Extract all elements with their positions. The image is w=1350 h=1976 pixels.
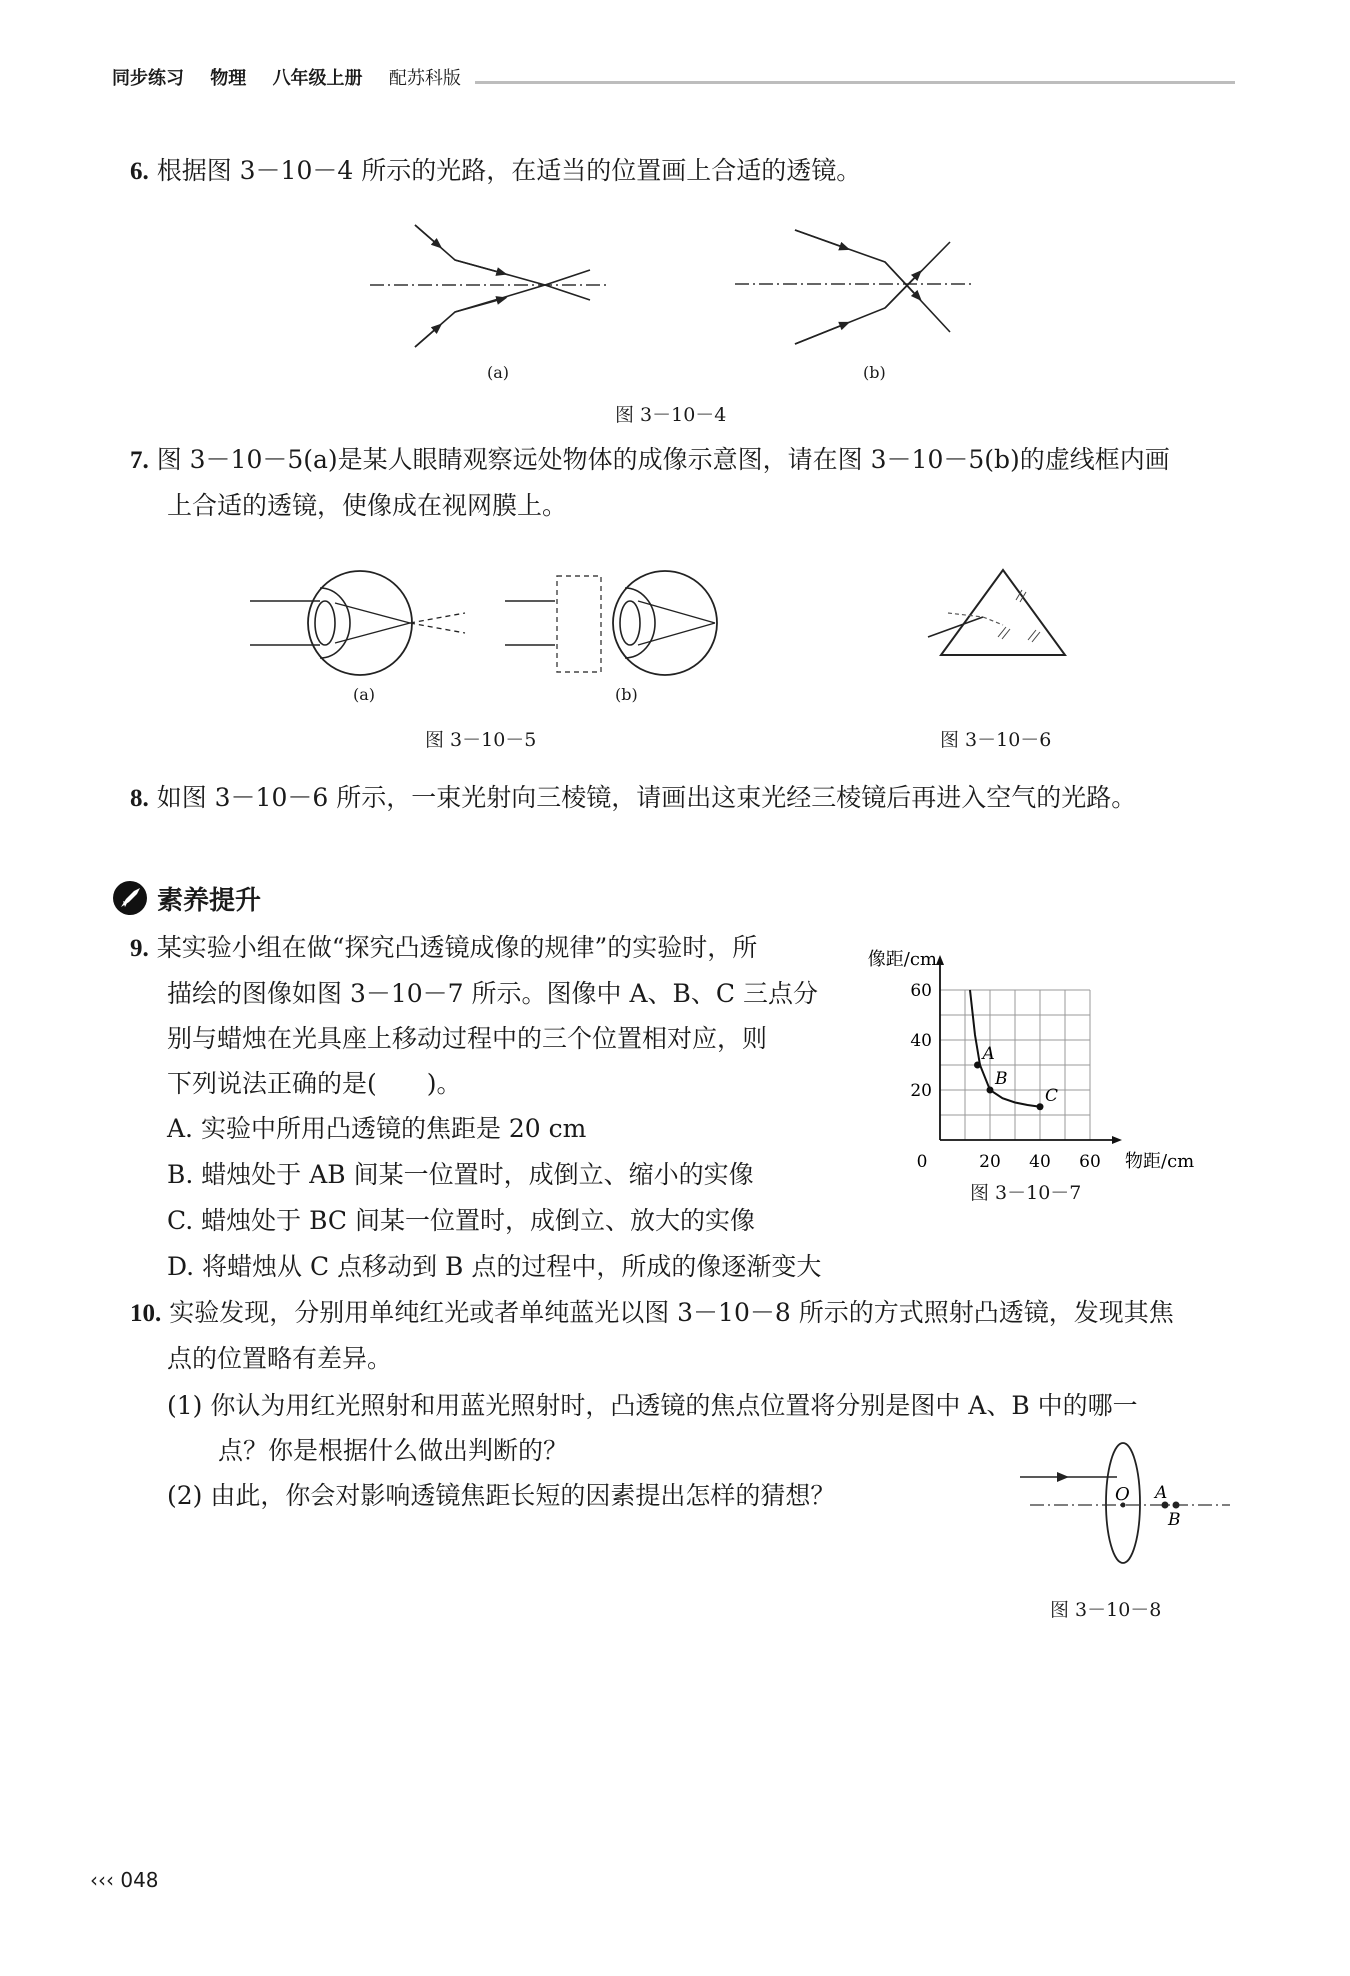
- point-a-label: A: [1155, 1483, 1168, 1503]
- figure-3-10-8-caption: 图 3－10－8: [1050, 1599, 1162, 1621]
- x-tick-label: 0: [916, 1152, 928, 1172]
- point-b: [987, 1087, 994, 1094]
- x-tick-label: 40: [1029, 1152, 1051, 1172]
- y-tick-label: 20: [910, 1081, 932, 1101]
- option-c: C. 蜡烛处于 BC 间某一位置时，成倒立、放大的实像: [167, 1206, 755, 1235]
- point-b-label: B: [995, 1069, 1008, 1089]
- x-tick-label: 20: [979, 1152, 1001, 1172]
- x-axis-label: 物距/cm: [1125, 1151, 1195, 1172]
- question-9-line-3: 别与蜡烛在光具座上移动过程中的三个位置相对应，则: [167, 1024, 768, 1053]
- question-7-number: 7.: [130, 447, 149, 474]
- figure-3-10-8: [1015, 1440, 1235, 1570]
- point-a-label: A: [982, 1044, 995, 1064]
- question-8: [130, 775, 1136, 821]
- figure-3-10-4a-label: (a): [487, 363, 510, 382]
- point-c-label: C: [1045, 1085, 1059, 1106]
- header-edition: 配苏科版: [388, 68, 461, 89]
- figure-3-10-6: [928, 565, 1073, 665]
- y-axis-label: 像距/cm: [867, 949, 937, 970]
- question-6-number: 6.: [130, 158, 149, 185]
- figure-3-10-5a-label: (a): [353, 685, 376, 704]
- header-subject: 物理: [210, 68, 247, 89]
- figure-3-10-7-chart: [855, 935, 1205, 1175]
- question-9-number: 9.: [130, 935, 149, 962]
- question-10-text-1: 实验发现，分别用单纯红光或者单纯蓝光以图 3－10－8 所示的方式照射凸透镜，发现其焦: [169, 1298, 1174, 1327]
- image-distance-curve: [970, 990, 1040, 1107]
- question-8-number: 8.: [130, 785, 149, 812]
- page-number: ‹‹‹ 048: [90, 1868, 159, 1892]
- question-7-line2: 上合适的透镜，使像成在视网膜上。: [167, 491, 568, 520]
- figure-3-10-7-caption: 图 3－10－7: [970, 1182, 1082, 1204]
- question-10-number: 10.: [130, 1300, 162, 1327]
- figure-3-10-4b: [735, 222, 985, 352]
- question-6-text: 根据图 3－10－4 所示的光路，在适当的位置画上合适的透镜。: [156, 156, 862, 185]
- question-9-line-2: 描绘的图像如图 3－10－7 所示。图像中 A、B、C 三点分: [167, 979, 818, 1008]
- figure-3-10-5b-label: (b): [615, 685, 638, 704]
- question-10-line2: 点的位置略有差异。: [167, 1344, 393, 1373]
- page-header: [112, 64, 481, 90]
- x-tick-label: 60: [1079, 1152, 1101, 1172]
- figure-3-10-6-caption: 图 3－10－6: [940, 729, 1052, 751]
- question-7-line1: [130, 437, 1170, 483]
- option-b: B. 蜡烛处于 AB 间某一位置时，成倒立、缩小的实像: [167, 1160, 754, 1189]
- question-8-text: 如图 3－10－6 所示，一束光射向三棱镜，请画出这束光经三棱镜后再进入空气的光路。: [156, 783, 1137, 812]
- rocket-icon: [112, 880, 148, 916]
- figure-3-10-4-caption: 图 3－10－4: [615, 404, 727, 426]
- question-9-line-1: 某实验小组在做“探究凸透镜成像的规律”的实验时，所: [156, 933, 758, 962]
- y-tick-label: 60: [910, 981, 932, 1001]
- y-tick-label: 40: [910, 1031, 932, 1051]
- question-10-line1: [130, 1290, 1174, 1336]
- question-6: [130, 148, 861, 194]
- figure-3-10-5b: [505, 568, 735, 678]
- point-b-label: B: [1168, 1510, 1181, 1530]
- option-d: D. 将蜡烛从 C 点移动到 B 点的过程中，所成的像逐渐变大: [167, 1252, 822, 1281]
- question-9: [130, 925, 821, 1290]
- section-title: 素养提升: [157, 886, 262, 916]
- question-10-part2: (2) 由此，你会对影响透镜焦距长短的因素提出怎样的猜想？: [167, 1481, 836, 1510]
- point-a: [974, 1062, 981, 1069]
- figure-3-10-5-caption: 图 3－10－5: [425, 729, 537, 751]
- header-rule: [475, 81, 1235, 84]
- question-10-part1-line2: 点？你是根据什么做出判断的？: [218, 1436, 569, 1465]
- header-grade: 八年级上册: [272, 68, 363, 89]
- point-o-label: O: [1115, 1484, 1130, 1505]
- point-c: [1037, 1103, 1044, 1110]
- y-axis-arrow: [936, 955, 944, 965]
- figure-3-10-4a: [360, 215, 620, 360]
- question-10-part1-line1: (1) 你认为用红光照射和用蓝光照射时，凸透镜的焦点位置将分别是图中 A、B 中的哪一: [167, 1391, 1138, 1420]
- option-a: A. 实验中所用凸透镜的焦距是 20 cm: [167, 1114, 587, 1143]
- x-axis-arrow: [1112, 1136, 1122, 1144]
- figure-3-10-5a: [250, 568, 480, 678]
- figure-3-10-4b-label: (b): [863, 363, 886, 382]
- header-series: 同步练习: [112, 68, 184, 89]
- question-7-text-1: 图 3－10－5(a)是某人眼睛观察远处物体的成像示意图，请在图 3－10－5(b)的虚线框内画: [156, 445, 1170, 474]
- question-9-line-4: 下列说法正确的是( )。: [167, 1069, 462, 1098]
